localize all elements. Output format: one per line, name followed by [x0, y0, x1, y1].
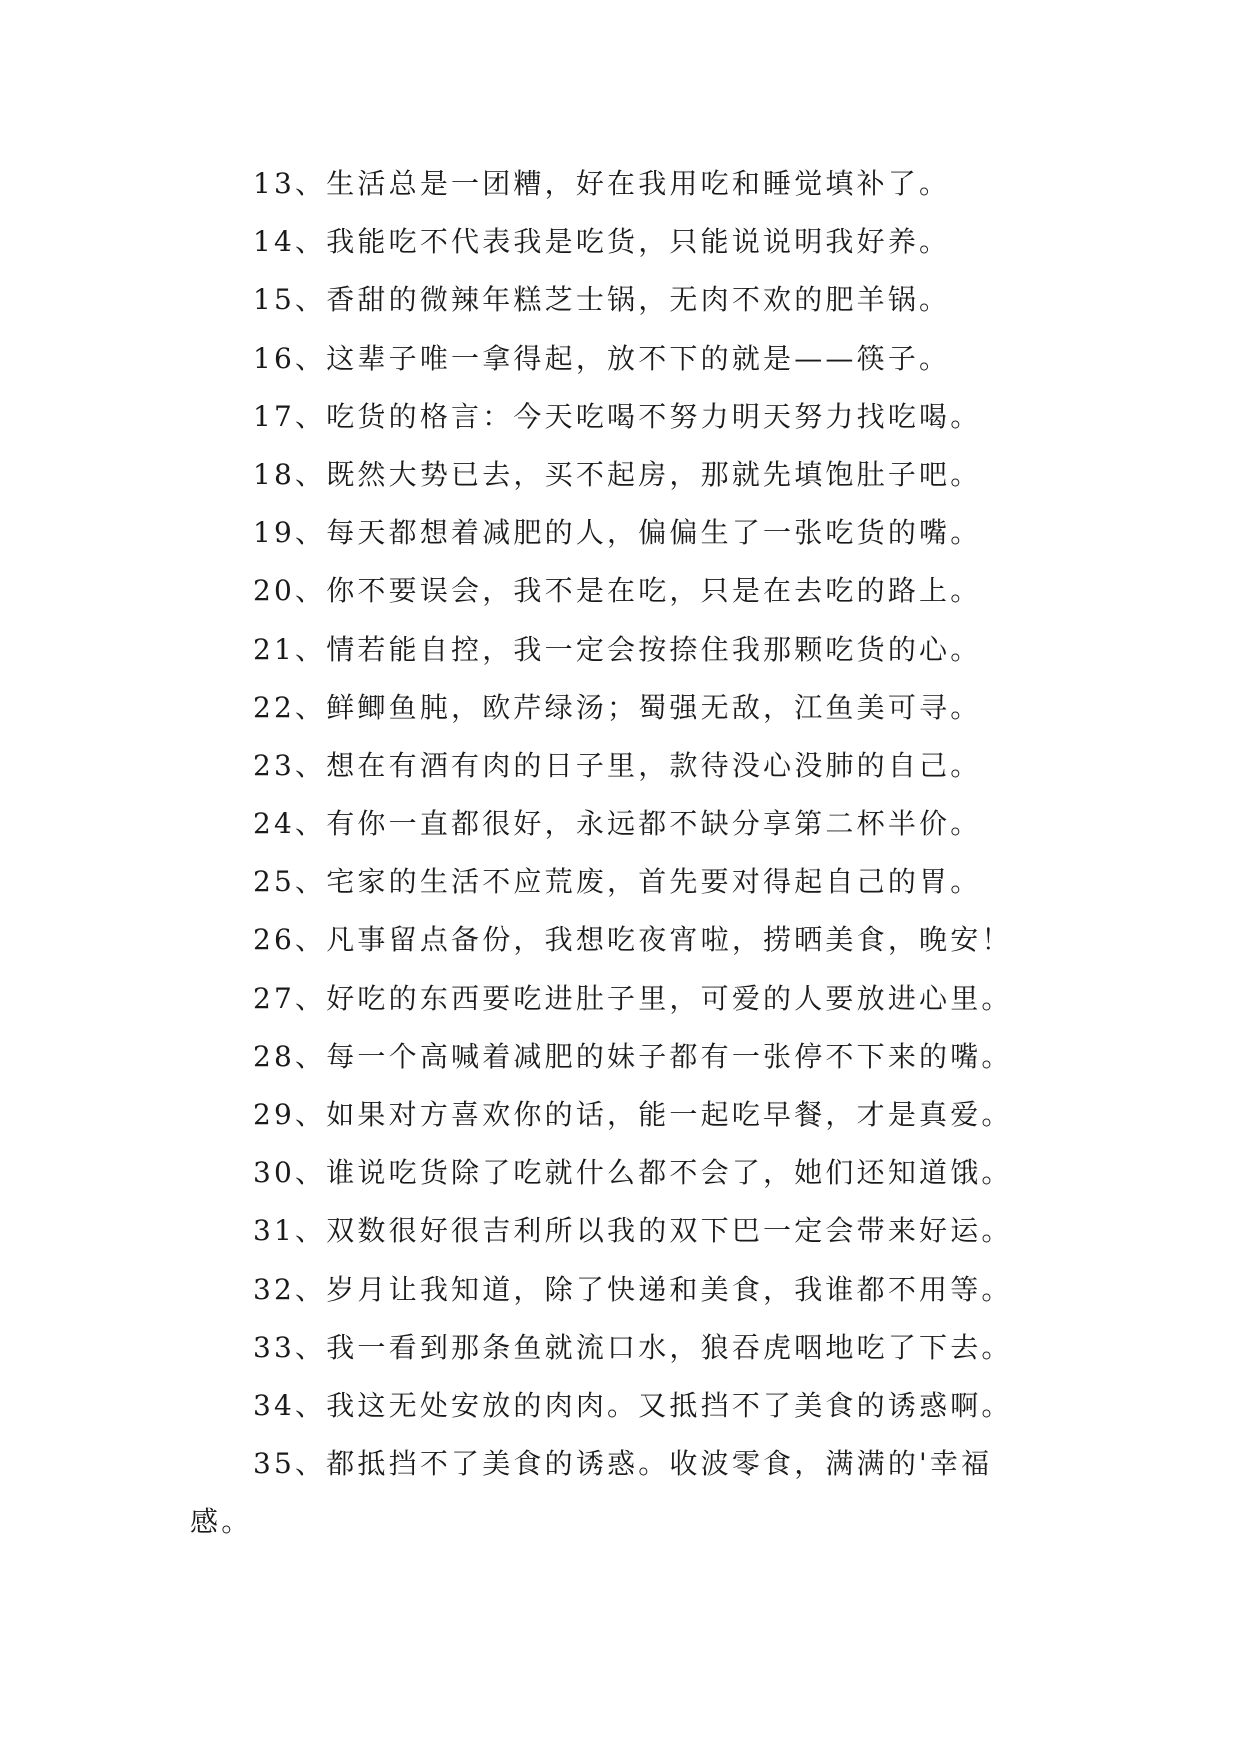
list-item-21: 21、情若能自控，我一定会按捺住我那颗吃货的心。 [253, 632, 982, 666]
list-item-18: 18、既然大势已去，买不起房，那就先填饱肚子吧。 [253, 457, 982, 491]
list-item-28: 28、每一个高喊着减肥的妹子都有一张停不下来的嘴。 [253, 1039, 1013, 1073]
list-item-30: 30、谁说吃货除了吃就什么都不会了，她们还知道饿。 [253, 1156, 1013, 1190]
list-item-31: 31、双数很好很吉利所以我的双下巴一定会带来好运。 [253, 1214, 1013, 1248]
list-item-24: 24、有你一直都很好，永远都不缺分享第二杯半价。 [253, 807, 982, 841]
list-item-20: 20、你不要误会，我不是在吃，只是在去吃的路上。 [253, 574, 982, 608]
list-item-33: 33、我一看到那条鱼就流口水，狼吞虎咽地吃了下去。 [253, 1330, 1013, 1364]
list-item-26: 26、凡事留点备份，我想吃夜宵啦，捞晒美食，晚安！ [253, 923, 1013, 957]
list-item-22: 22、鲜鲫鱼肫，欧芹绿汤；蜀强无敌，江鱼美可寻。 [253, 690, 982, 724]
list-item-13: 13、生活总是一团糟，好在我用吃和睡觉填补了。 [253, 167, 951, 200]
list-item-19: 19、每天都想着减肥的人，偏偏生了一张吃货的嘴。 [253, 516, 982, 550]
list-item-16: 16、这辈子唯一拿得起，放不下的就是——筷子。 [253, 341, 951, 375]
list-item-29: 29、如果对方喜欢你的话，能一起吃早餐，才是真爱。 [253, 1098, 1013, 1131]
list-item-34: 34、我这无处安放的肉肉。又抵挡不了美食的诱惑啊。 [253, 1388, 1013, 1422]
list-item-17: 17、吃货的格言：今天吃喝不努力明天努力找吃喝。 [253, 399, 982, 433]
list-item-25: 25、宅家的生活不应荒废，首先要对得起自己的胃。 [253, 865, 982, 899]
list-item-32: 32、岁月让我知道，除了快递和美食，我谁都不用等。 [253, 1272, 1013, 1306]
list-item-35: 35、都抵挡不了美食的诱惑。收波零食，满满的'幸福 [253, 1447, 993, 1481]
list-item-27: 27、好吃的东西要吃进肚子里，可爱的人要放进心里。 [253, 981, 1013, 1015]
list-item-15: 15、香甜的微辣年糕芝士锅，无肉不欢的肥羊锅。 [253, 283, 951, 317]
list-item-14: 14、我能吃不代表我是吃货，只能说说明我好养。 [253, 225, 951, 259]
list-item-35-continuation: 感。 [190, 1505, 253, 1539]
document-body [190, 155, 1070, 1552]
list-item-23: 23、想在有酒有肉的日子里，款待没心没肺的自己。 [253, 748, 982, 782]
